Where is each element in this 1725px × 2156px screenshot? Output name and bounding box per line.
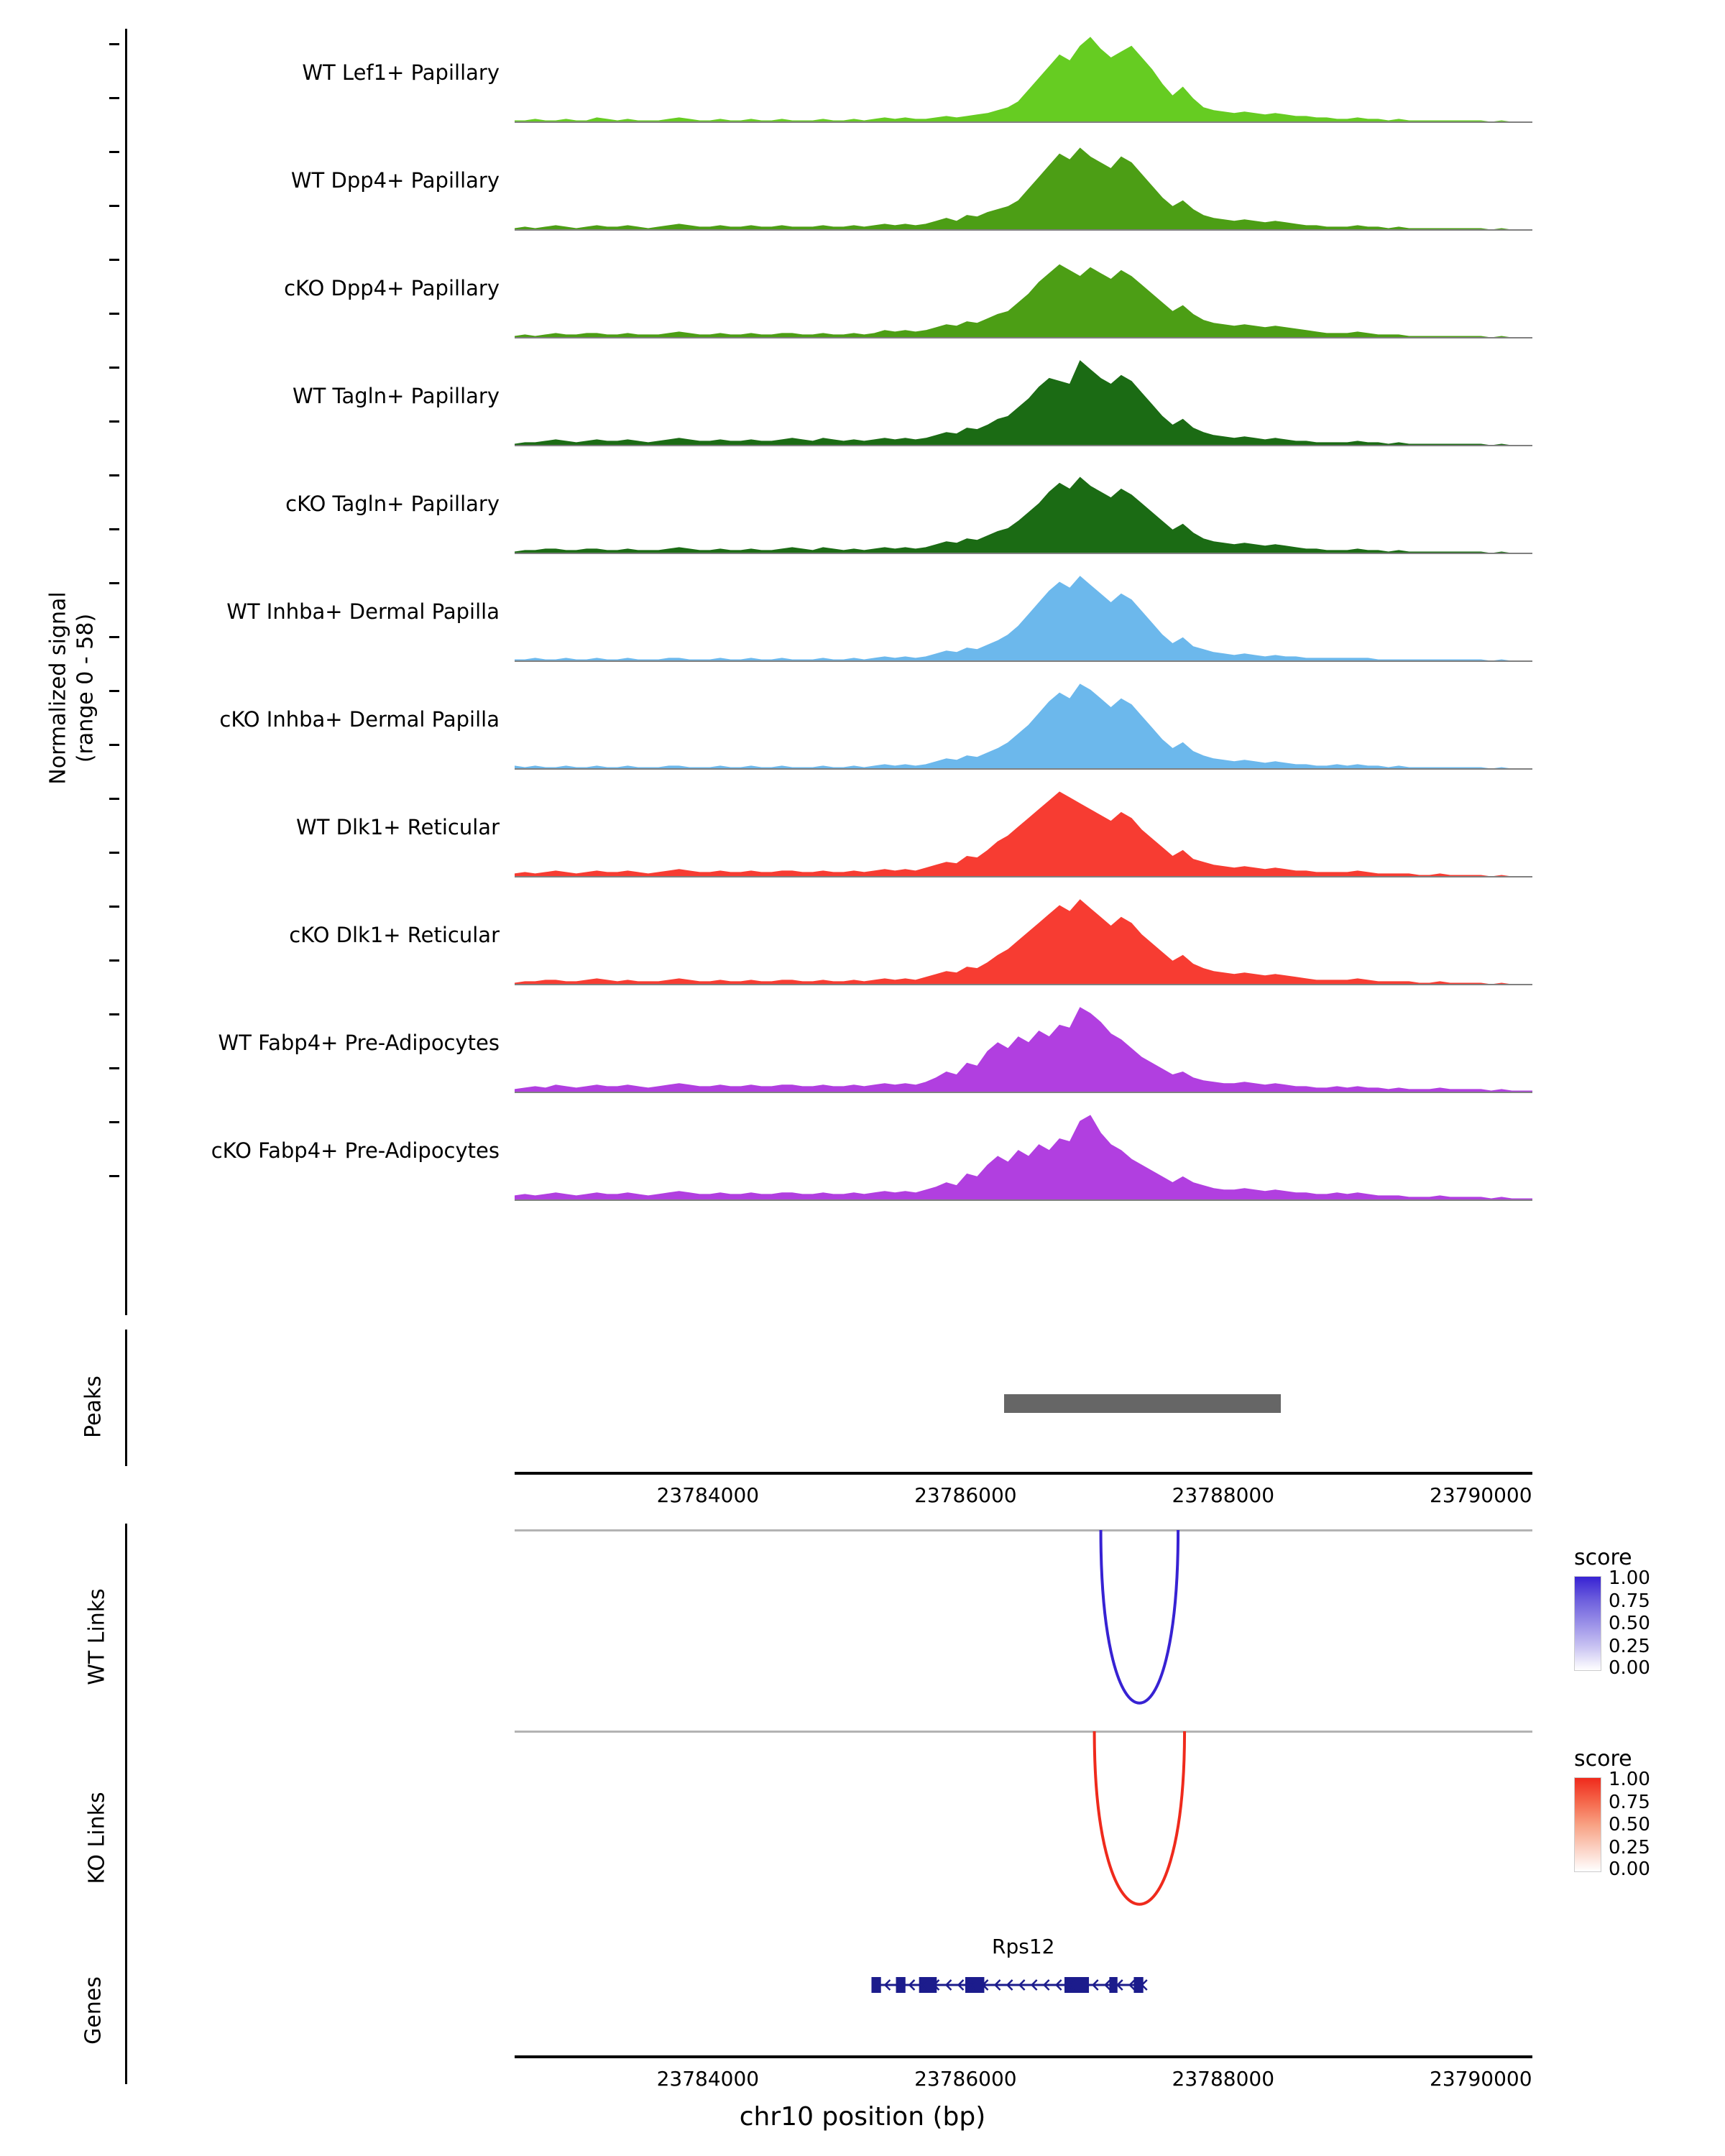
coverage-area-5[interactable] [515, 568, 1532, 676]
x-axis-lower [0, 2055, 1725, 2106]
ko-links-arc-plot[interactable] [515, 1725, 1532, 1933]
wt-links-arc-plot[interactable] [515, 1524, 1532, 1732]
wt-legend-tick-1: 0.75 [1609, 1590, 1650, 1612]
peaks-axis-rule [125, 1330, 127, 1466]
signal-axis-tick [109, 582, 119, 584]
signal-axis-tick [109, 744, 119, 746]
coverage-track-row [0, 352, 1725, 460]
signal-axis-tick [109, 852, 119, 854]
wt-legend-tick-0: 1.00 [1609, 1567, 1650, 1589]
coverage-area-6[interactable] [515, 676, 1532, 783]
wt-legend-title: score [1574, 1545, 1632, 1570]
coverage-area-10[interactable] [515, 1107, 1532, 1215]
coverage-area-4[interactable] [515, 460, 1532, 568]
signal-axis-tick [109, 43, 119, 45]
x-axis-lower-line [515, 2055, 1532, 2058]
y-axis-title-line2: (range 0 - 58) [73, 613, 98, 763]
coverage-track-row [0, 999, 1725, 1107]
coverage-area-0[interactable] [515, 29, 1532, 137]
track-label-1: WT Dpp4+ Papillary [290, 168, 500, 193]
signal-axis-tick [109, 367, 119, 369]
ko-legend-colorbar [1574, 1777, 1601, 1872]
ko-legend-ticks [1609, 1769, 1709, 1880]
x-tick-label-3: 23790000 [1430, 2067, 1532, 2091]
signal-axis-tick [109, 474, 119, 476]
wt-links-label: WT Links [84, 1588, 110, 1685]
ko-legend-tick-4: 0.00 [1609, 1858, 1650, 1880]
ko-legend-tick-0: 1.00 [1609, 1769, 1650, 1790]
gene-model-rps12[interactable] [515, 1969, 1532, 2012]
x-tick-label-1: 23786000 [914, 2067, 1017, 2091]
track-label-6: cKO Inhba+ Dermal Papilla [219, 707, 500, 732]
coverage-track-row [0, 137, 1725, 244]
coverage-area-8[interactable] [515, 891, 1532, 999]
signal-axis-tick [109, 959, 119, 962]
ko-legend-tick-1: 0.75 [1609, 1792, 1650, 1813]
coverage-track-row [0, 460, 1725, 568]
peaks-label: Peaks [80, 1376, 106, 1438]
y-axis-title-line1: Normalized signal [45, 591, 71, 785]
wt-links-legend [1574, 1545, 1718, 1679]
coverage-area-9[interactable] [515, 999, 1532, 1107]
signal-axis-tick [109, 1013, 119, 1015]
coverage-track-row [0, 244, 1725, 352]
coverage-area-7[interactable] [515, 783, 1532, 891]
x-tick-label-0: 23784000 [656, 2067, 760, 2091]
coverage-track-row [0, 29, 1725, 137]
wt-legend-ticks [1609, 1567, 1709, 1679]
peak-region-bar[interactable] [1004, 1394, 1281, 1413]
track-label-5: WT Inhba+ Dermal Papilla [226, 599, 500, 624]
coverage-track-row [0, 891, 1725, 999]
x-axis-title: chr10 position (bp) [739, 2102, 986, 2132]
wt-links-panel [0, 1524, 1725, 1732]
coverage-area-1[interactable] [515, 137, 1532, 244]
signal-axis-tick [109, 1175, 119, 1177]
signal-axis-tick [109, 97, 119, 99]
peaks-panel [0, 1330, 1725, 1473]
track-label-7: WT Dlk1+ Reticular [296, 815, 500, 839]
wt-legend-tick-2: 0.50 [1609, 1613, 1650, 1634]
ko-legend-tick-3: 0.25 [1609, 1837, 1650, 1858]
signal-axis-tick [109, 636, 119, 638]
signal-axis-tick [109, 528, 119, 530]
ko-legend-tick-2: 0.50 [1609, 1814, 1650, 1835]
signal-axis-tick [109, 259, 119, 261]
ko-links-label: KO Links [84, 1792, 110, 1884]
x-tick-label-3: 23790000 [1430, 1483, 1532, 1507]
signal-axis-tick [109, 205, 119, 207]
track-label-8: cKO Dlk1+ Reticular [289, 923, 500, 947]
ko-links-legend [1574, 1746, 1718, 1880]
wt-legend-colorbar [1574, 1576, 1601, 1671]
coverage-area-3[interactable] [515, 352, 1532, 460]
coverage-area-2[interactable] [515, 244, 1532, 352]
ko-legend-title: score [1574, 1746, 1632, 1772]
x-tick-label-2: 23788000 [1172, 2067, 1275, 2091]
coverage-track-row [0, 568, 1725, 676]
coverage-track-row [0, 1107, 1725, 1215]
x-tick-label-2: 23788000 [1172, 1483, 1275, 1507]
track-label-2: cKO Dpp4+ Papillary [284, 276, 500, 300]
signal-axis-tick [109, 798, 119, 800]
signal-axis-tick [109, 1067, 119, 1069]
ko-links-axis-rule [125, 1725, 127, 1926]
ko-links-panel [0, 1725, 1725, 1933]
coverage-track-row [0, 783, 1725, 891]
track-label-0: WT Lef1+ Papillary [302, 60, 500, 85]
signal-axis-tick [109, 690, 119, 692]
x-tick-label-1: 23786000 [914, 1483, 1017, 1507]
signal-axis-tick [109, 1121, 119, 1123]
coverage-track-row [0, 676, 1725, 783]
x-axis-upper [0, 1472, 1725, 1522]
track-label-3: WT Tagln+ Papillary [292, 384, 500, 408]
x-axis-upper-line [515, 1472, 1532, 1475]
wt-legend-tick-4: 0.00 [1609, 1657, 1650, 1679]
wt-links-axis-rule [125, 1524, 127, 1725]
track-label-4: cKO Tagln+ Papillary [285, 492, 500, 516]
signal-axis-tick [109, 151, 119, 153]
signal-axis-tick [109, 420, 119, 423]
signal-axis-tick [109, 906, 119, 908]
x-tick-label-0: 23784000 [656, 1483, 760, 1507]
genes-label: Genes [80, 1976, 106, 2045]
wt-legend-tick-3: 0.25 [1609, 1636, 1650, 1657]
track-label-10: cKO Fabp4+ Pre-Adipocytes [211, 1138, 500, 1163]
gene-name-label: Rps12 [992, 1935, 1055, 1958]
signal-axis-tick [109, 313, 119, 315]
track-label-9: WT Fabp4+ Pre-Adipocytes [218, 1031, 500, 1055]
